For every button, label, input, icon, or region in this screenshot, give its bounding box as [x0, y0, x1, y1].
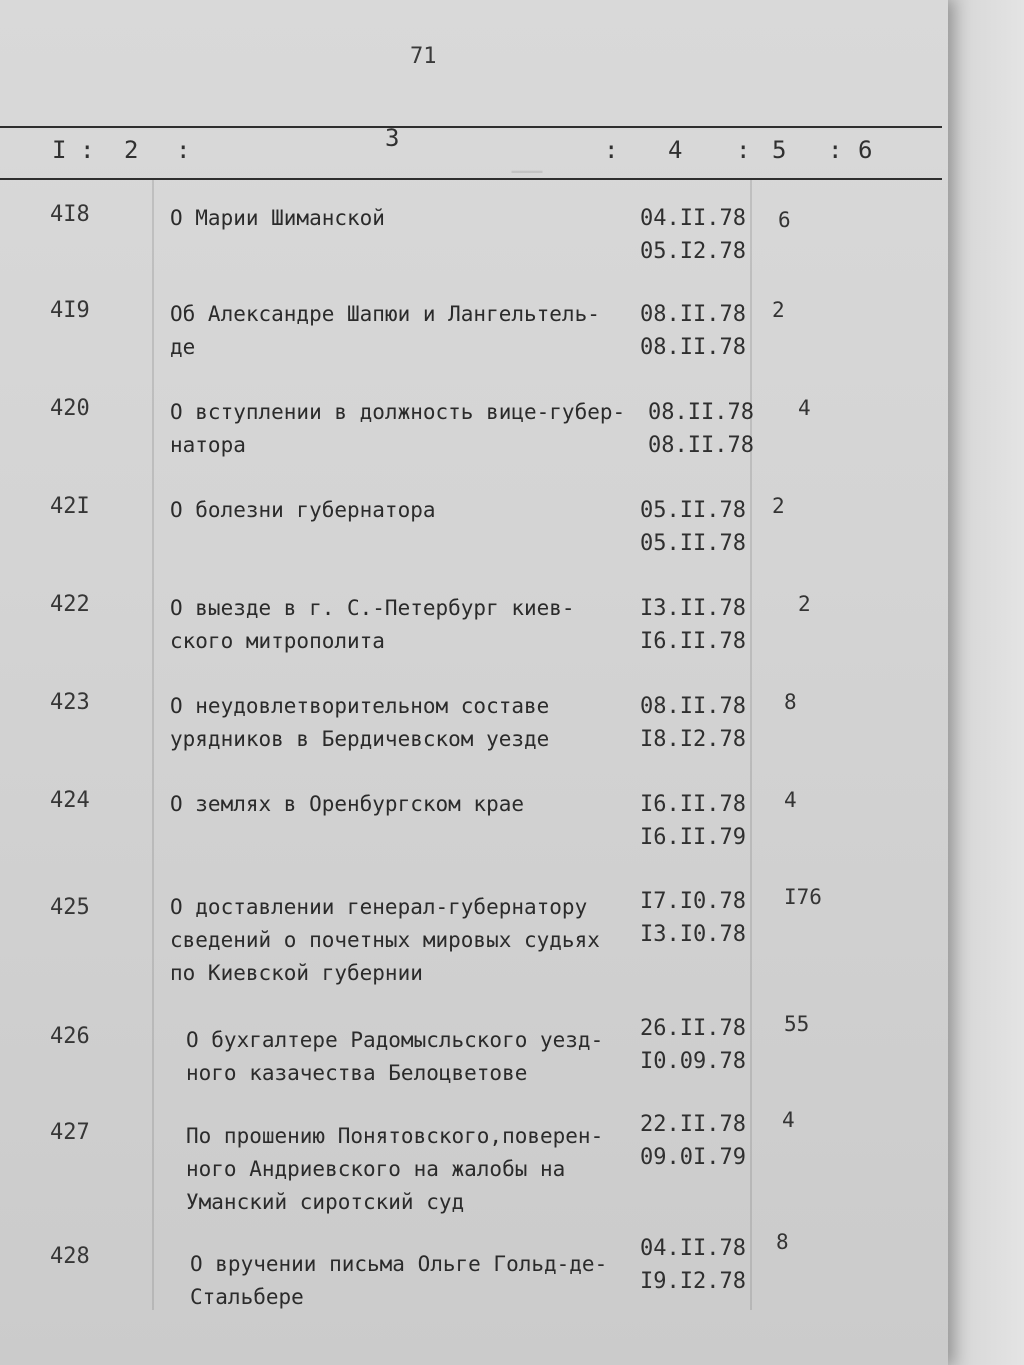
sheet-count: 6	[778, 208, 791, 232]
case-dates	[640, 592, 760, 658]
case-dates	[640, 690, 760, 756]
case-number: 424	[50, 788, 90, 813]
sheet-count: 2	[772, 298, 785, 322]
page-number: 71	[410, 44, 437, 69]
header-sep-3: :	[604, 136, 619, 164]
sheet-count: 8	[776, 1230, 789, 1254]
header-col-3: 3	[385, 124, 400, 152]
case-title: О вручении письма Ольге Гольд-де- Стальбере	[190, 1252, 608, 1309]
case-dates	[640, 494, 760, 560]
case-number: 428	[50, 1244, 90, 1269]
underlying-page	[940, 0, 1024, 1365]
case-dates	[648, 396, 768, 462]
date-start: 04.II.78	[640, 206, 746, 231]
case-number: 422	[50, 592, 90, 617]
case-dates	[640, 202, 760, 268]
date-start: 08.II.78	[640, 694, 746, 719]
date-end: 08.II.78	[640, 335, 746, 360]
date-end: 08.II.78	[648, 433, 754, 458]
case-title: О бухгалтере Радомысльского уезд- ного казачества Белоцветове	[186, 1028, 604, 1085]
header-sep-1: :	[80, 136, 95, 164]
column-header-band	[0, 126, 942, 180]
date-end: I0.09.78	[640, 1049, 746, 1074]
sheet-count: 8	[784, 690, 797, 714]
date-end: 05.I2.78	[640, 239, 746, 264]
header-col-2: 2	[124, 136, 139, 164]
case-title: Об Александре Шапюи и Лангельтель- де	[170, 302, 600, 359]
case-dates	[640, 1108, 760, 1174]
date-start: I3.II.78	[640, 596, 746, 621]
case-dates	[640, 1012, 760, 1078]
date-start: 08.II.78	[640, 302, 746, 327]
date-start: I6.II.78	[640, 792, 746, 817]
date-start: 22.II.78	[640, 1112, 746, 1137]
header-sep-5: :	[828, 136, 843, 164]
case-title: О землях в Оренбургском крае	[170, 792, 525, 816]
date-start: 04.II.78	[640, 1236, 746, 1261]
header-sep-2: :	[176, 136, 191, 164]
case-dates	[640, 298, 760, 364]
date-start: 05.II.78	[640, 498, 746, 523]
case-title: О болезни губернатора	[170, 498, 436, 522]
sheet-count: 4	[798, 396, 811, 420]
date-end: I6.II.78	[640, 629, 746, 654]
case-number: 425	[50, 895, 90, 920]
column-divider	[152, 180, 154, 1310]
date-end: I8.I2.78	[640, 727, 746, 752]
header-col-1: I	[52, 136, 67, 164]
header-sep-4: :	[736, 136, 751, 164]
date-end: 05.II.78	[640, 531, 746, 556]
case-number: 420	[50, 396, 90, 421]
date-start: 26.II.78	[640, 1016, 746, 1041]
case-number: 4I9	[50, 298, 90, 323]
header-col-4: 4	[668, 136, 683, 164]
date-end: I9.I2.78	[640, 1269, 746, 1294]
case-dates	[640, 885, 760, 951]
case-number: 42I	[50, 494, 90, 519]
date-start: 08.II.78	[648, 400, 754, 425]
header-col-6: 6	[858, 136, 873, 164]
date-start: I7.I0.78	[640, 889, 746, 914]
date-end: 09.0I.79	[640, 1145, 746, 1170]
sheet-count: 4	[784, 788, 797, 812]
date-end: I6.II.79	[640, 825, 746, 850]
sheet-count: 2	[798, 592, 811, 616]
case-number: 4I8	[50, 202, 90, 227]
date-end: I3.I0.78	[640, 922, 746, 947]
sheet-count: 2	[772, 494, 785, 518]
sheet-count: I76	[784, 885, 822, 909]
case-dates	[640, 1232, 760, 1298]
case-title: По прошению Понятовского,поверен- ного Андриевского на жалобы на Уманский сиротский суд	[186, 1124, 604, 1214]
case-dates	[640, 788, 760, 854]
sheet-count: 4	[782, 1108, 795, 1132]
case-title: О Марии Шиманской	[170, 206, 385, 230]
case-title: О неудовлетворительном составе урядников в Бердичевском уезде	[170, 694, 550, 751]
bleed-through-mark: —	[510, 150, 545, 190]
sheet-count: 55	[784, 1012, 810, 1036]
header-col-5: 5	[772, 136, 787, 164]
case-title: О выезде в г. С.-Петербург киев- ского митрополита	[170, 596, 575, 653]
case-title: О доставлении генерал-губернатору сведений о почетных мировых судьях по Киевской губернии	[170, 895, 600, 985]
case-number: 426	[50, 1024, 90, 1049]
case-title: О вступлении в должность вице-губер- натора	[170, 400, 626, 457]
case-number: 423	[50, 690, 90, 715]
case-number: 427	[50, 1120, 90, 1145]
